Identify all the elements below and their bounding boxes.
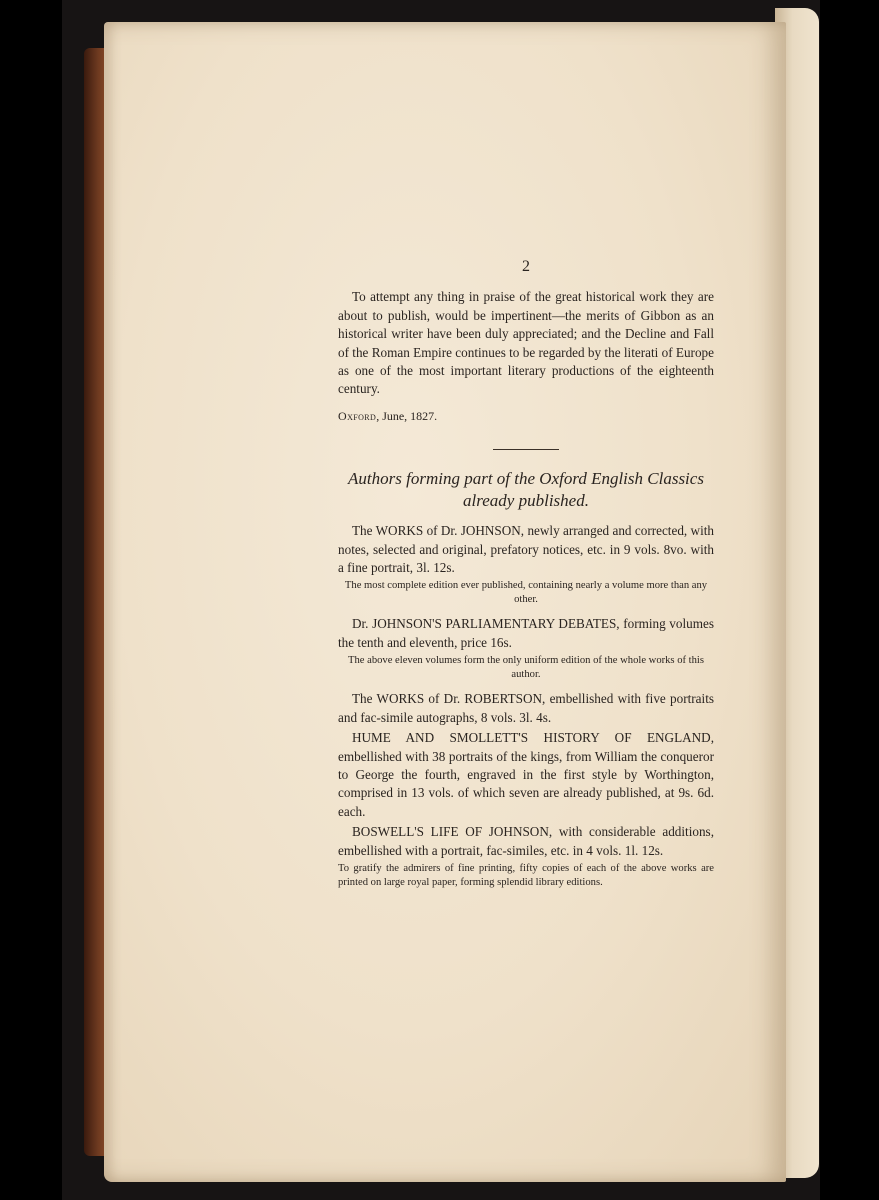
page-text [338, 258, 714, 890]
section-heading [338, 468, 714, 512]
entry-johnson-works: The WORKS of Dr. JOHNSON, newly arranged and corrected, with notes, selected and original, prefatory notices, etc. in 9 vols. 8vo. with a fine portrait, 3l. 12s. [338, 523, 714, 576]
entry-note: The most complete edition ever published, containing nearly a volume more than any other. [344, 580, 708, 606]
dateline [338, 407, 714, 425]
entry-robertson-works: The WORKS of Dr. ROBERTSON, embellished with five portraits and fac-simile autographs, 8 vols. 3l. 4s. [338, 691, 714, 725]
entry-johnson-debates: Dr. JOHNSON'S PARLIAMENTARY DEBATES, forming volumes the tenth and eleventh, price 16s. [338, 616, 714, 650]
entry-hume-smollett: HUME AND SMOLLETT'S HISTORY OF ENGLAND, embellished with 38 portraits of the kings, from William the conqueror to George the fourth, engraved in the first style by Worthington, comprised in 13 vols. of which seven are already published, at 9s. 6d. each. [338, 730, 714, 819]
dateline-place: Oxford [338, 408, 377, 423]
section-divider [493, 449, 559, 450]
section-heading-line: already published. [463, 491, 589, 511]
intro-paragraph: To attempt any thing in praise of the great historical work they are about to publish, would be impertinent—the merits of Gibbon as an historical writer have been duly appreciated; and the Decline and Fall of the Roman Empire continues to be regarded by the literati of Europe as one of the most important literary productions of the eighteenth century. [338, 289, 714, 397]
entry-note: The above eleven volumes form the only uniform edition of the whole works of this author. [348, 655, 704, 681]
dateline-date: , June, 1827. [376, 408, 438, 423]
section-heading-line: Authors forming part of the Oxford English Classics [348, 469, 704, 489]
entry-boswell-life: BOSWELL'S LIFE OF JOHNSON, with considerable additions, embellished with a portrait, fac-similes, etc. in 4 vols. 1l. 12s. [338, 824, 714, 858]
page-number: 2 [522, 258, 530, 275]
closing-note: To gratify the admirers of fine printing, fifty copies of each of the above works are printed on large royal paper, forming splendid library editions. [338, 862, 714, 888]
